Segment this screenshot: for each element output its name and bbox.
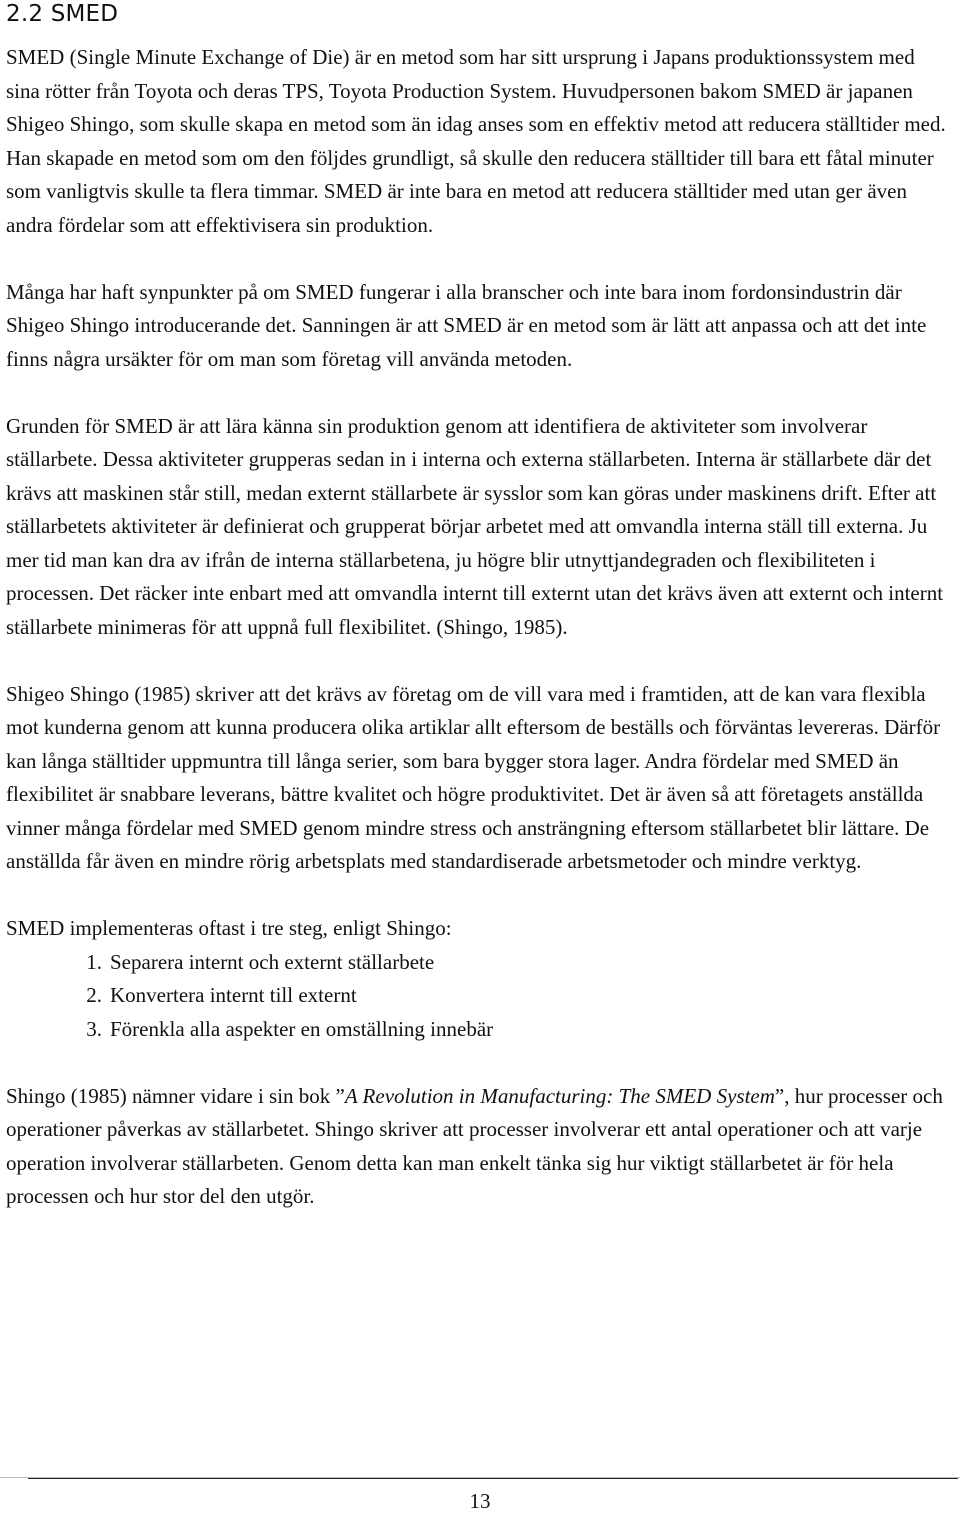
step-text: Konvertera internt till externt (110, 983, 357, 1007)
list-item (6, 946, 952, 980)
section-heading: 2.2 SMED (6, 1, 119, 27)
list-item (6, 1013, 952, 1047)
list-item (6, 979, 952, 1013)
paragraph-foundation: Grunden för SMED är att lära känna sin produktion genom att identifiera de aktiviteter som involverar ställarbete. Dessa aktiviteter grupperas sedan in i interna och externa ställarbeten. Interna är ställarbete där det krävs att maskinen står still, medan externt ställarbete är sysslor som kan göras under maskinens drift. Efter att ställarbetets aktiviteter är definierat och grupperat börjar arbetet med att omvandla interna ställ till externa. Ju mer tid man kan dra av ifrån de interna ställarbetena, ju högre blir utnyttjandegraden och flexibiliteten i processen. Det räcker inte enbart med att omvandla internt till externt utan det krävs även att externt och internt ställarbete minimeras för att uppnå full flexibilitet. (Shingo, 1985). (6, 413, 944, 639)
step-number: 1. (86, 949, 102, 974)
step-text: Förenkla alla aspekter en omställning innebär (110, 1016, 494, 1041)
paragraph-steps-intro: SMED implementeras oftast i tre steg, enligt Shingo: (6, 916, 452, 940)
paragraph-benefits: Shigeo Shingo (1985) skriver att det krävs av företag om de vill vara med i framtiden, att de kan vara flexibla mot kunderna genom att kunna producera olika artiklar allt eftersom de beställs och förväntas levereras. Därför kan långa ställtider uppmuntra till långa serier, som bara bygger stora lager. Andra fördelar med SMED än flexibilitet är snabbare leverans, bättre kvalitet och högre produktivitet. Det är även så att företagets anställda vinner många fördelar med SMED genom mindre stress och ansträngning eftersom ställarbetet blir lättare. De anställda får även en mindre rörig arbetsplats med standardiserade arbetsmetoder och mindre verktyg. (6, 681, 941, 873)
page-number: 13 (469, 1489, 491, 1513)
book-reference-rest: ”, hur processer och operationer påverkas av ställarbetet. Shingo skriver att processer involverar ett antal operationer och att varje operation involverar ställarbeten. Genom detta kan man enkelt tänka sig hur viktigt ställarbetet är för hela processen och hur stor del den utgör. (6, 1083, 943, 1208)
paragraph-intro: SMED (Single Minute Exchange of Die) är en metod som har sitt ursprung i Japans produktionssystem med sina rötter från Toyota och deras TPS, Toyota Production System. Huvudpersonen bakom SMED är japanen Shigeo Shingo, som skulle skapa en metod som än idag anses som en effektiv metod att reducera ställtider med. Han skapade en metod som om den följdes grundligt, så skulle den reducera ställtider till bara ett fåtal minuter som vanligtvis skulle ta flera timmar. SMED är inte bara en metod att reducera ställtider med utan ger även andra fördelar som att effektivisera sin produktion. (6, 45, 946, 237)
paragraph-book-reference (6, 1080, 952, 1214)
step-number: 2. (86, 983, 102, 1007)
document-page (6, 0, 952, 1214)
footer-divider (28, 1478, 958, 1479)
paragraph-industries: Många har haft synpunkter på om SMED fungerar i alla branscher och inte bara inom fordonsindustrin där Shigeo Shingo introducerande det. Sanningen är att SMED är en metod som är lätt att anpassa och att det inte finns några ursäkter för om man som företag vill använda metoden. (6, 279, 927, 371)
book-reference-lead: Shingo (1985) nämner vidare i sin bok ” (6, 1083, 345, 1108)
book-title: A Revolution in Manufacturing: The SMED System (344, 1083, 775, 1108)
step-number: 3. (86, 1016, 102, 1041)
steps-list (6, 946, 952, 1047)
step-text: Separera internt och externt ställarbete (110, 949, 435, 974)
